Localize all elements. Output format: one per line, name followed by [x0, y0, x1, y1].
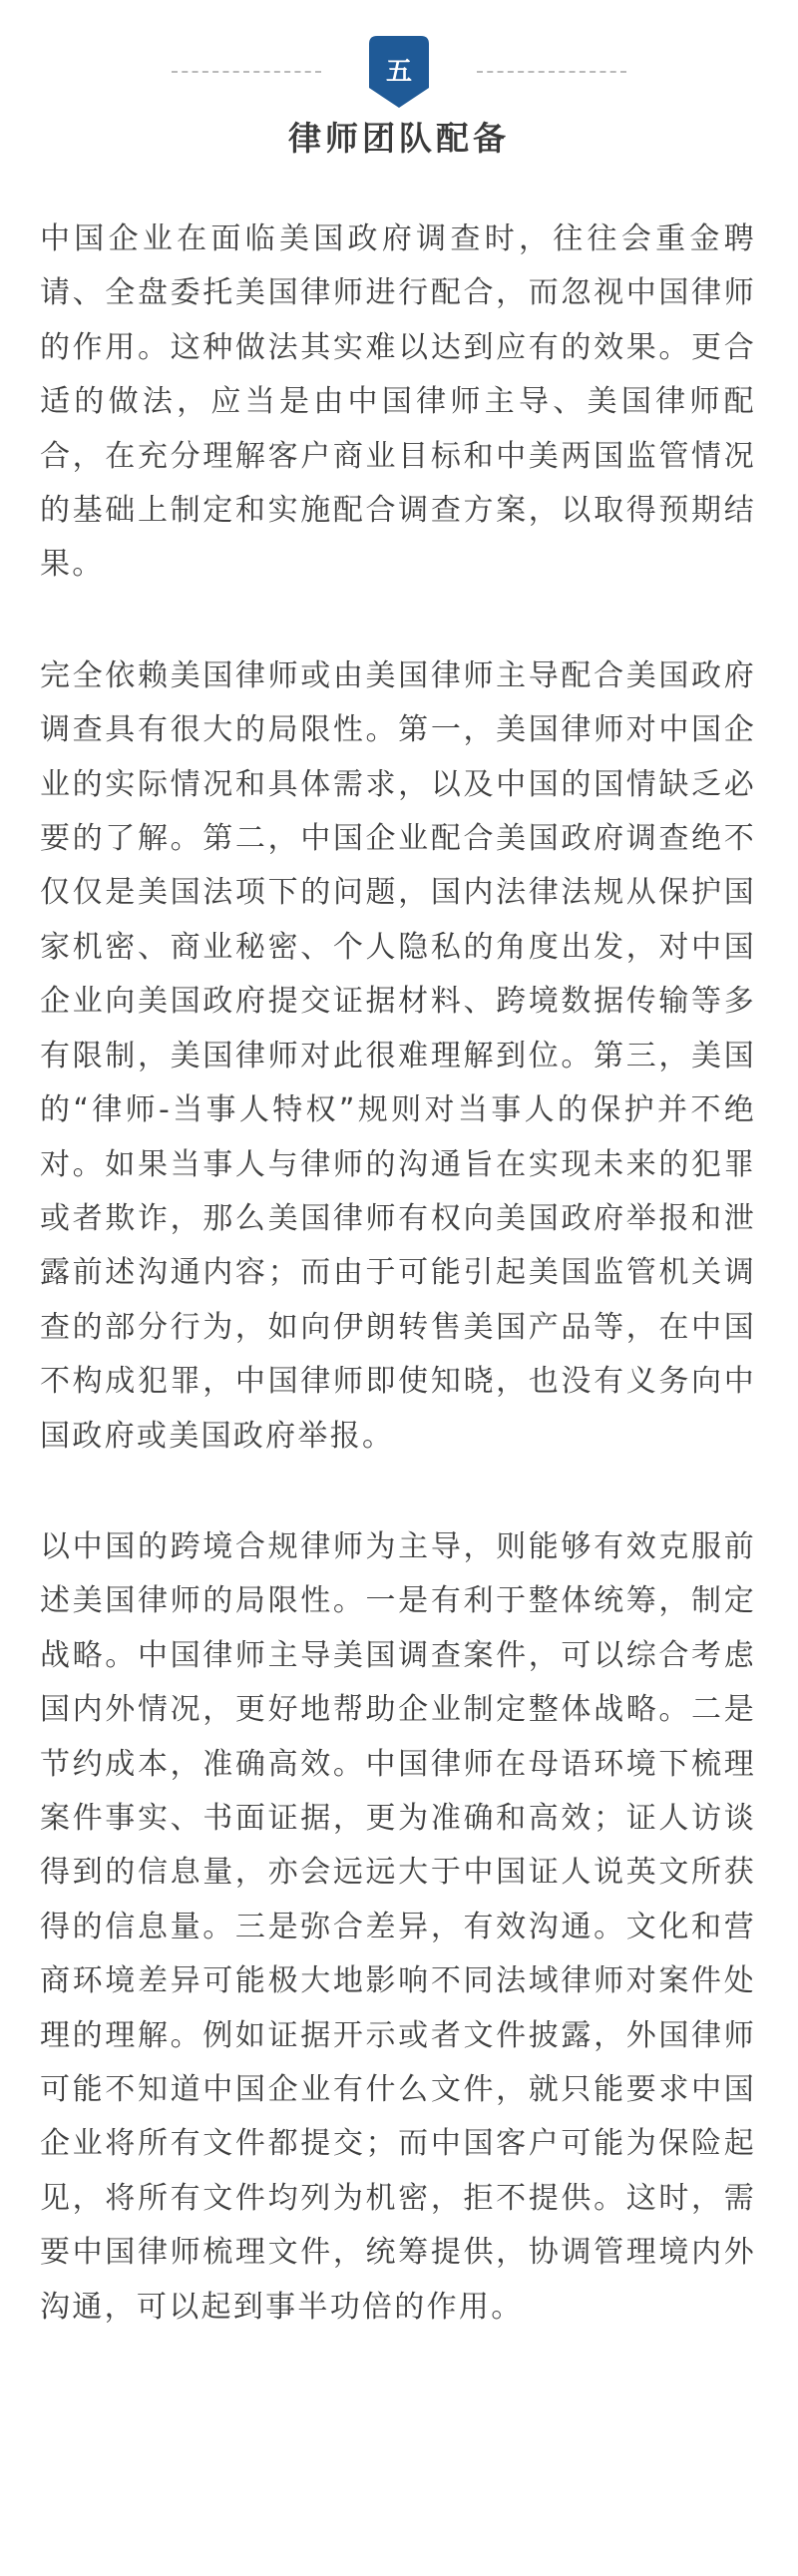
paragraph-1: 中国企业在面临美国政府调查时，往往会重金聘请、全盘委托美国律师进行配合，而忽视中国律师的作用。这种做法其实难以达到应有的效果。更合适的做法，应当是由中国律师主导、美国律师配合，在充分理解客户商业目标和中美两国监管情况的基础上制定和实施配合调查方案，以取得预期结果。 [40, 221, 756, 583]
right-divider [477, 71, 626, 73]
paragraph-3: 以中国的跨境合规律师为主导，则能够有效克服前述美国律师的局限性。一是有利于整体统筹，制定战略。中国律师主导美国调查案件，可以综合考虑国内外情况，更好地帮助企业制定整体战略。二是节约成本，准确高效。中国律师在母语环境下梳理案件事实、书面证据，更为准确和高效；证人访谈得到的信息量，亦会远远大于中国证人说英文所获得的信息量。三是弥合差异，有效沟通。文化和营商环境差异可能极大地影响不同法域律师对案件处理的理解。例如证据开示或者文件披露，外国律师可能不知道中国企业有什么文件，就只能要求中国企业将所有文件都提交；而中国客户可能为保险起见，将所有文件均列为机密，拒不提供。这时，需要中国律师梳理文件，统筹提供，协调管理境内外沟通，可以起到事半功倍的作用。 [40, 1528, 756, 2325]
article-body [40, 213, 756, 2391]
left-divider [172, 71, 321, 73]
section-number: 五 [385, 57, 412, 87]
section-header [0, 0, 798, 190]
section-title: 律师团队配备 [288, 119, 510, 158]
paragraph-2: 完全依赖美国律师或由美国律师主导配合美国政府调查具有很大的局限性。第一，美国律师对中国企业的实际情况和具体需求，以及中国的国情缺乏必要的了解。第二，中国企业配合美国政府调查绝不仅仅是美国法项下的问题，国内法律法规从保护国家机密、商业秘密、个人隐私的角度出发，对中国企业向美国政府提交证据材料、跨境数据传输等多有限制，美国律师对此很难理解到位。第三，美国的“律师-当事人特权”规则对当事人的保护并不绝对。如果当事人与律师的沟通旨在实现未来的犯罪或者欺诈，那么美国律师有权向美国政府举报和泄露前述沟通内容；而由于可能引起美国监管机关调查的部分行为，如向伊朗转售美国产品等，在中国不构成犯罪，中国律师即使知晓，也没有义务向中国政府或美国政府举报。 [40, 657, 756, 1454]
section-badge [369, 36, 429, 108]
